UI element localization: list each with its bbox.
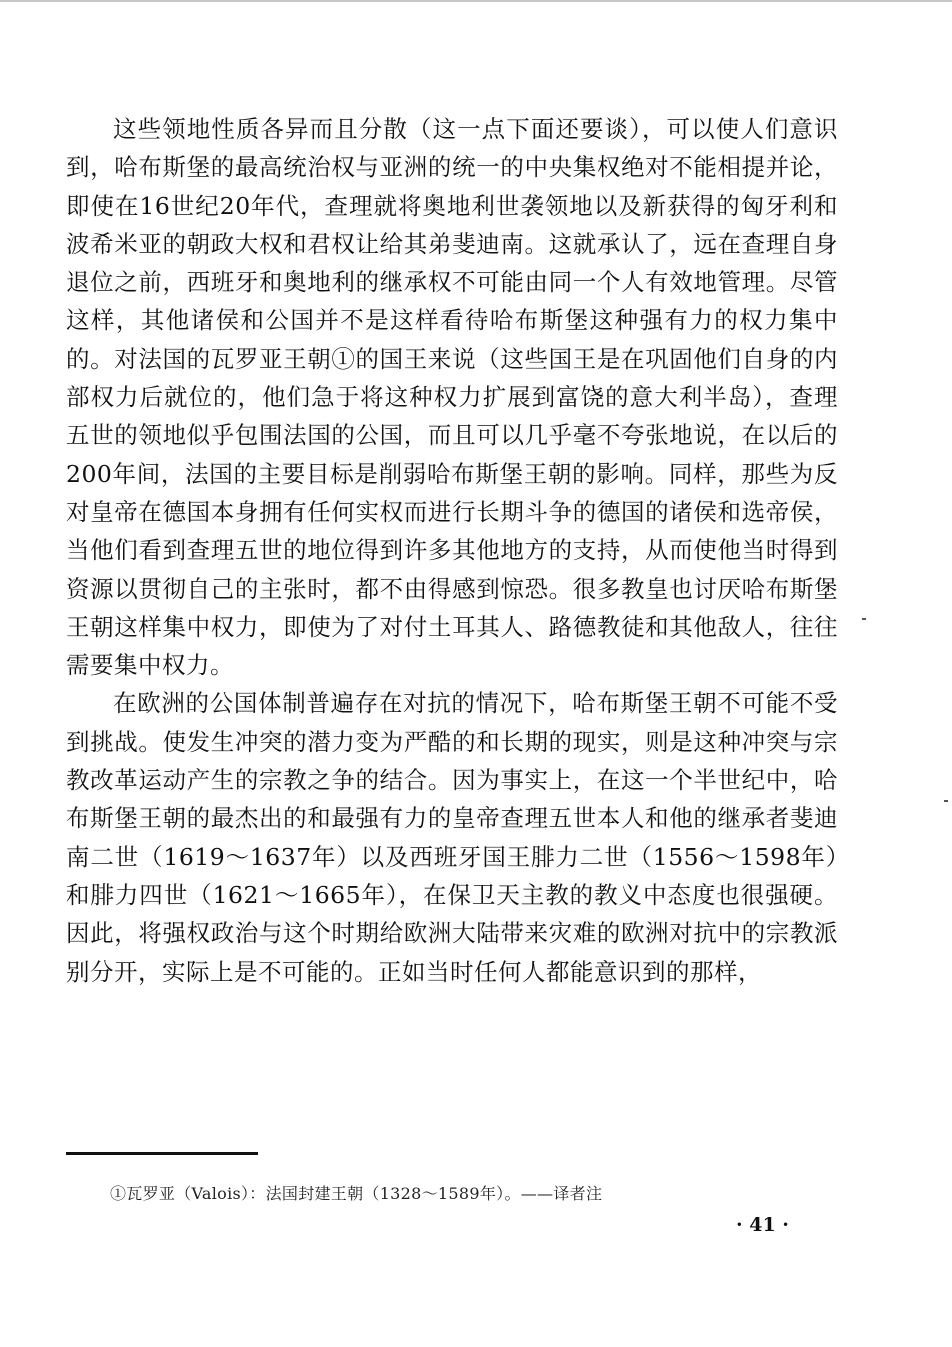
- paragraph-1: 这些领地性质各异而且分散（这一点下面还要谈），可以使人们意识到，哈布斯堡的最高统治权与亚洲的统一的中央集权绝对不能相提并论，即使在16世纪20年代，查理就将奥地利世袭领地以及新获得的匈牙利和波希米亚的朝政大权和君权让给其弟斐迪南。这就承认了，远在查理自身退位之前，西班牙和奥地利的继承权不可能由同一个人有效地管理。尽管这样，其他诸侯和公国并不是这样看待哈布斯堡这种强有力的权力集中的。对法国的瓦罗亚王朝①的国王来说（这些国王是在巩固他们自身的内部权力后就位的，他们急于将这种权力扩展到富饶的意大利半岛），查理五世的领地似乎包围法国的公国，而且可以几乎毫不夸张地说，在以后的200年间，法国的主要目标是削弱哈布斯堡王朝的影响。同样，那些为反对皇帝在德国本身拥有任何实权而进行长期斗争的德国的诸侯和选帝侯，当他们看到查理五世的地位得到许多其他地方的支持，从而使他当时得到资源以贯彻自己的主张时，都不由得感到惊恐。很多教皇也讨厌哈布斯堡王朝这样集中权力，即使为了对付土耳其人、路德教徒和其他敌人，往往需要集中权力。: [66, 115, 838, 680]
- top-scan-edge: [0, 0, 952, 2]
- margin-speck: [944, 800, 948, 802]
- margin-speck: [862, 618, 866, 620]
- paragraph-2: 在欧洲的公国体制普遍存在对抗的情况下，哈布斯堡王朝不可能不受到挑战。使发生冲突的潜力变为严酷的和长期的现实，则是这种冲突与宗教改革运动产生的宗教之争的结合。因为事实上，在这一个半世纪中，哈布斯堡王朝的最杰出的和最强有力的皇帝查理五世本人和他的继承者斐迪南二世（1619～1637年）以及西班牙国王腓力二世（1556～1598年）和腓力四世（1621～1665年），在保卫天主教的教义中态度也很强硬。因此，将强权政治与这个时期给欧洲大陆带来灾难的欧洲对抗中的宗教派别分开，实际上是不可能的。正如当时任何人都能意识到的那样，: [66, 689, 838, 986]
- page-number: · 41 ·: [736, 1214, 789, 1236]
- footnote-separator: [66, 1152, 258, 1155]
- page-body: [66, 110, 838, 991]
- footnote: ①瓦罗亚（Valois）：法国封建王朝（1328～1589年）。——译者注: [110, 1184, 603, 1203]
